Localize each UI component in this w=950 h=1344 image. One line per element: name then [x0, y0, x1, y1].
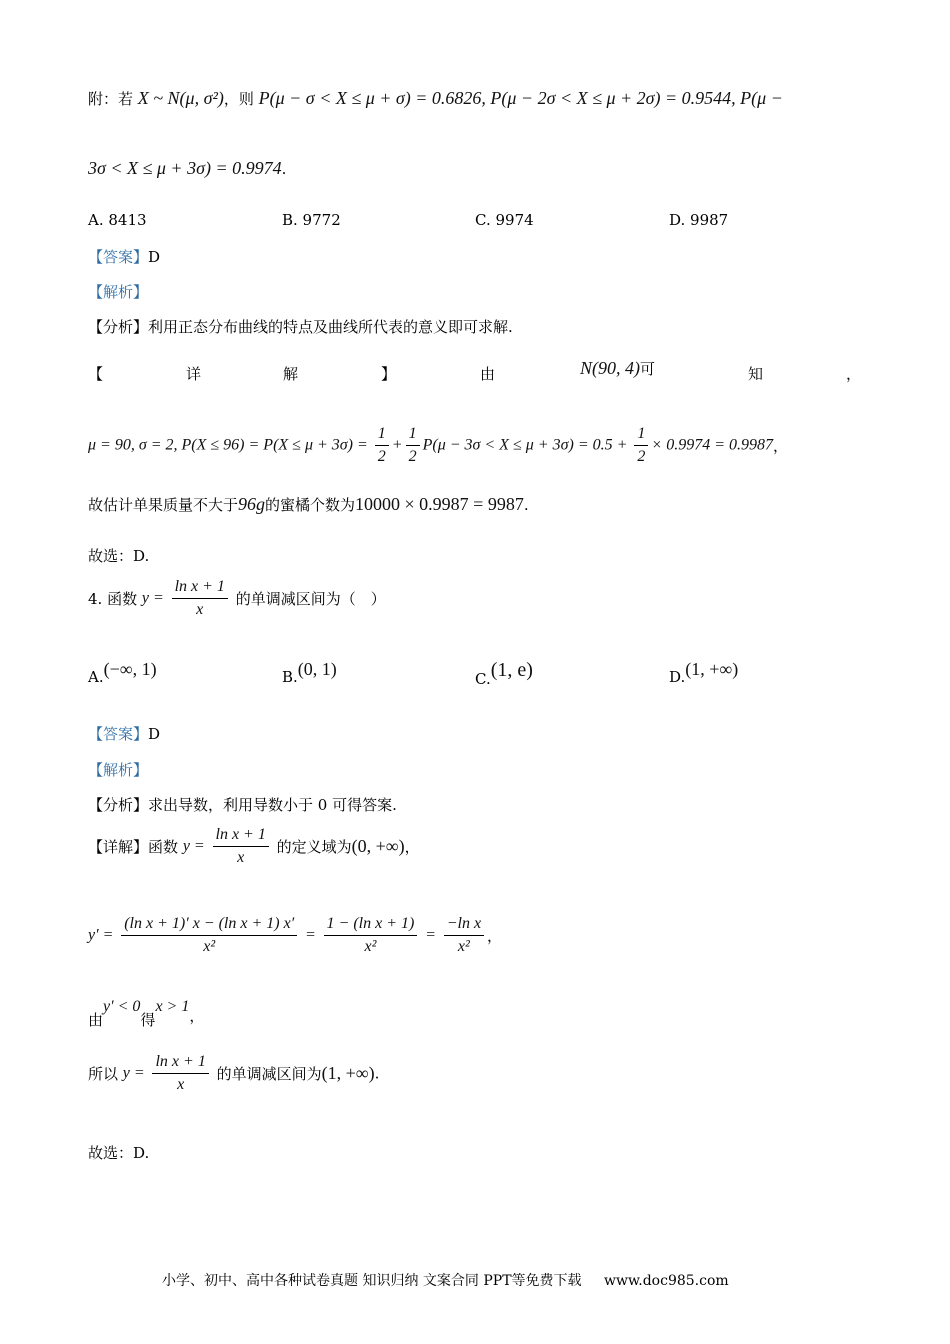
- half-den: 2: [377, 448, 386, 465]
- half-num: 1: [375, 425, 389, 446]
- detail-text-1: 函数: [148, 838, 179, 856]
- appendix-line-2: [88, 158, 286, 179]
- q4-analysis-tag: 【解析】: [88, 761, 149, 779]
- detail-normal-math: [580, 358, 655, 379]
- option-letter: B.: [282, 668, 298, 686]
- option-letter: C.: [475, 670, 491, 688]
- domain-interval: (0, +∞): [351, 836, 405, 856]
- suoyi-text: 所以: [88, 1065, 119, 1083]
- fenxi-tag: 【分析】: [88, 318, 149, 336]
- q4-option-b: [282, 659, 337, 686]
- de-char: 得: [140, 1011, 156, 1029]
- normal-dist: N(90, 4): [580, 358, 640, 378]
- result-interval: (1, +∞): [321, 1063, 375, 1083]
- func-num: ln x + 1: [213, 826, 269, 847]
- probability-formula-2: 3σ < X ≤ μ + 3σ) = 0.9974: [88, 158, 282, 178]
- detail-comma: ，: [404, 838, 420, 856]
- deriv-num: 1 − (ln x + 1): [324, 915, 418, 936]
- half-num: 1: [634, 425, 648, 446]
- func-num: ln x + 1: [152, 1053, 208, 1074]
- footer-text: 小学、初中、高中各种试卷真题 知识归纳 文案合同 PPT等免费下载: [162, 1273, 582, 1289]
- q4-fenxi: [88, 794, 397, 815]
- estimate-text-2: 的蜜橘个数为: [265, 496, 356, 514]
- appendix-end: .: [281, 160, 287, 178]
- deriv-den: x²: [364, 938, 377, 955]
- half-fraction-3: [634, 425, 648, 466]
- detail-tag: 【详解】: [88, 838, 149, 856]
- q4-stem-prefix: 4. 函数: [88, 590, 138, 608]
- deriv-lhs: y′ =: [88, 926, 114, 944]
- half-fraction-1: [375, 425, 389, 466]
- deriv-fraction-1: [121, 915, 297, 956]
- equals-sign: =: [304, 926, 316, 944]
- probability-formula-1: P(μ − σ < X ≤ μ + σ) = 0.6826, P(μ − 2σ < X ≤ μ + 2σ) = 0.9544, P(μ −: [258, 88, 783, 108]
- func-den: x: [177, 1076, 185, 1093]
- func-lhs: y =: [122, 1064, 145, 1082]
- appendix-then: ，则: [223, 90, 254, 108]
- option-interval: (−∞, 1): [103, 659, 157, 679]
- result-line: [88, 1053, 379, 1094]
- q4-answer: [88, 723, 160, 744]
- half-fraction-2: [406, 425, 420, 466]
- computation-part-b: P(μ − 3σ < X ≤ μ + 3σ) = 0.5 +: [422, 436, 632, 454]
- appendix-prefix: 附：若: [88, 90, 134, 108]
- footer: [162, 1270, 729, 1290]
- func-lhs: y =: [141, 589, 164, 607]
- detail-comma: ，: [846, 365, 862, 383]
- computation-part-a: μ = 90, σ = 2, P(X ≤ 96) = P(X ≤ μ + 3σ) =: [88, 436, 372, 454]
- detail-ke: 可: [640, 360, 656, 378]
- detail-char-xiang: 详: [186, 365, 202, 383]
- func-fraction: [152, 1053, 208, 1094]
- q3-option-b: B. 9772: [282, 211, 341, 229]
- q3-option-a: A. 8413: [88, 211, 147, 229]
- estimate-text-1: 故估计单果质量不大于: [88, 496, 239, 514]
- q4-choose: 故选：D.: [88, 1144, 150, 1162]
- deriv-den: x²: [203, 938, 216, 955]
- q3-option-d: D. 9987: [669, 211, 729, 229]
- distribution-math: X ~ N(μ, σ²): [137, 88, 224, 108]
- q4-option-c: [475, 659, 533, 688]
- condition-derivative: y′ < 0: [103, 998, 141, 1015]
- deriv-fraction-2: [324, 915, 418, 956]
- derivative-line: [88, 915, 502, 956]
- func-lhs: y =: [182, 837, 205, 855]
- answer-tag: 【答案】: [88, 248, 149, 266]
- footer-url[interactable]: www.doc985.com: [603, 1273, 729, 1289]
- q4-option-d: [669, 659, 739, 686]
- answer-value: D: [148, 725, 161, 743]
- q4-detail-line: [88, 826, 420, 867]
- q3-fenxi: [88, 316, 513, 337]
- q3-analysis-tag: 【解析】: [88, 283, 149, 301]
- condition-line: [88, 995, 205, 1029]
- half-den: 2: [408, 448, 417, 465]
- appendix-line-1: [88, 88, 783, 109]
- computation-part-c: × 0.9974 = 0.9987: [651, 436, 773, 454]
- fenxi-text: 求出导数，利用导数小于 0 可得答案.: [148, 796, 397, 814]
- option-interval: (1, e): [490, 659, 533, 681]
- condition-x: x > 1: [155, 998, 190, 1015]
- half-den: 2: [637, 448, 646, 465]
- you-char: 由: [88, 1011, 104, 1029]
- q3-choose: 故选：D.: [88, 547, 150, 565]
- q3-answer: [88, 246, 160, 267]
- estimate-end: .: [523, 496, 529, 514]
- estimate-calc: 10000 × 0.9987 = 9987: [355, 494, 524, 514]
- detail-char-you: 由: [480, 365, 496, 383]
- result-end: .: [374, 1064, 380, 1083]
- detail-bracket-close: 】: [381, 365, 397, 383]
- result-text: 的单调减区间为: [216, 1065, 322, 1083]
- probability-computation: [88, 425, 788, 466]
- condition-comma: ，: [189, 1007, 205, 1025]
- q3-option-c: C. 9974: [475, 211, 534, 229]
- deriv-comma: ，: [487, 927, 503, 945]
- func-fraction: [172, 578, 228, 619]
- plus-sign: +: [391, 436, 403, 454]
- option-letter: D.: [669, 668, 686, 686]
- q4-stem-suffix: 的单调减区间为（ ）: [235, 590, 386, 608]
- deriv-num: (ln x + 1)′ x − (ln x + 1) x′: [121, 915, 297, 936]
- deriv-fraction-3: [444, 915, 484, 956]
- answer-value: D: [148, 248, 161, 266]
- q4-stem: [88, 578, 386, 619]
- answer-tag: 【答案】: [88, 725, 149, 743]
- func-num: ln x + 1: [172, 578, 228, 599]
- option-interval: (1, +∞): [685, 659, 739, 679]
- computation-end: ，: [773, 437, 789, 455]
- equals-sign: =: [425, 926, 436, 944]
- detail-char-jie: 解: [283, 365, 299, 383]
- fenxi-text: 利用正态分布曲线的特点及曲线所代表的意义即可求解.: [148, 318, 513, 336]
- half-num: 1: [406, 425, 420, 446]
- deriv-num: −ln x: [444, 915, 484, 936]
- fenxi-tag: 【分析】: [88, 796, 149, 814]
- deriv-den: x²: [457, 938, 470, 955]
- option-interval: (0, 1): [297, 659, 337, 679]
- func-den: x: [196, 601, 204, 618]
- detail-char-zhi: 知: [748, 365, 764, 383]
- option-letter: A.: [88, 668, 104, 686]
- estimate-weight: 96g: [238, 494, 266, 514]
- estimate-line: [88, 494, 529, 515]
- func-den: x: [237, 849, 245, 866]
- detail-text-2: 的定义域为: [276, 838, 352, 856]
- detail-bracket-open: 【: [88, 365, 104, 383]
- q4-option-a: [88, 659, 157, 686]
- func-fraction: [213, 826, 269, 867]
